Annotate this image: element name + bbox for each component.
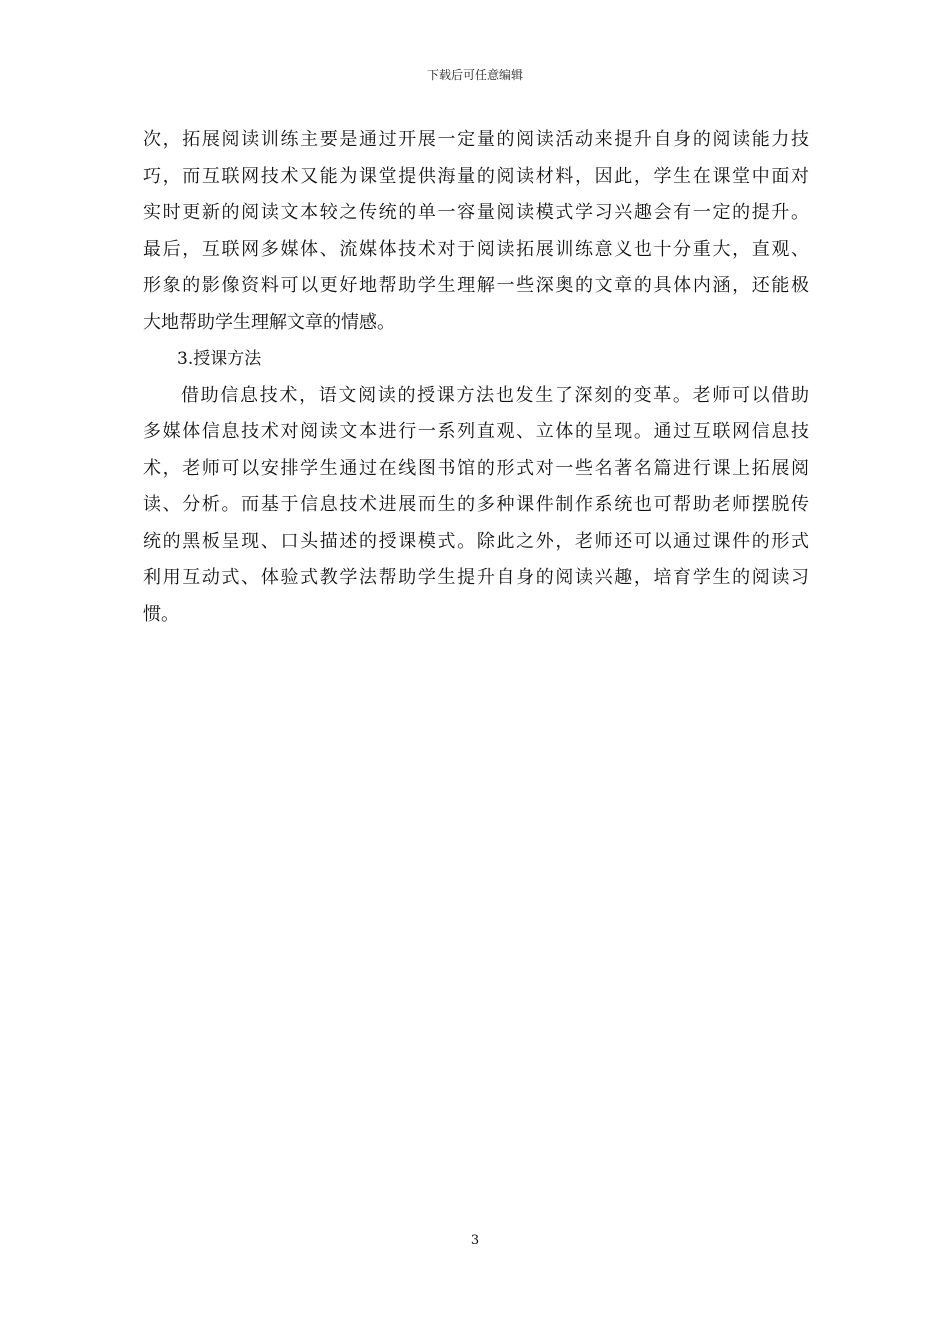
section-heading: 3.授课方法: [177, 349, 262, 369]
text-line: 借助信息技术，语文阅读的授课方法也发生了深刻的变革。老师可以借助: [181, 384, 809, 406]
text-line: 实时更新的阅读文本较之传统的单一容量阅读模式学习兴趣会有一定的提升。: [143, 202, 809, 223]
text-line: 次，拓展阅读训练主要是通过开展一定量的阅读活动来提升自身的阅读能力技: [143, 129, 809, 150]
text-line: 利用互动式、体验式教学法帮助学生提升自身的阅读兴趣，培育学生的阅读习: [143, 567, 809, 588]
text-line: 最后，互联网多媒体、流媒体技术对于阅读拓展训练意义也十分重大，直观、: [143, 238, 809, 260]
paragraph: [143, 122, 809, 341]
text-line: 惯。: [143, 603, 179, 625]
page-header: 下载后可任意编辑: [426, 68, 523, 82]
document-body: [143, 122, 809, 633]
text-line: 多媒体信息技术对阅读文本进行一系列直观、立体的呈现。通过互联网信息技: [143, 421, 809, 442]
text-line: 术，老师可以安排学生通过在线图书馆的形式对一些名著名篇进行课上拓展阅: [143, 457, 809, 479]
paragraph: [143, 378, 809, 634]
page-number: 3: [470, 1233, 480, 1248]
text-line: 统的黑板呈现、口头描述的授课模式。除此之外，老师还可以通过课件的形式: [143, 530, 809, 552]
text-line: 形象的影像资料可以更好地帮助学生理解一些深奥的文章的具体内涵，还能极: [143, 275, 809, 296]
text-line: 大地帮助学生理解文章的情感。: [143, 311, 395, 333]
text-line: 巧，而互联网技术又能为课堂提供海量的阅读材料，因此，学生在课堂中面对: [143, 165, 809, 187]
text-line: 读、分析。而基于信息技术进展而生的多种课件制作系统也可帮助老师摆脱传: [143, 494, 809, 515]
